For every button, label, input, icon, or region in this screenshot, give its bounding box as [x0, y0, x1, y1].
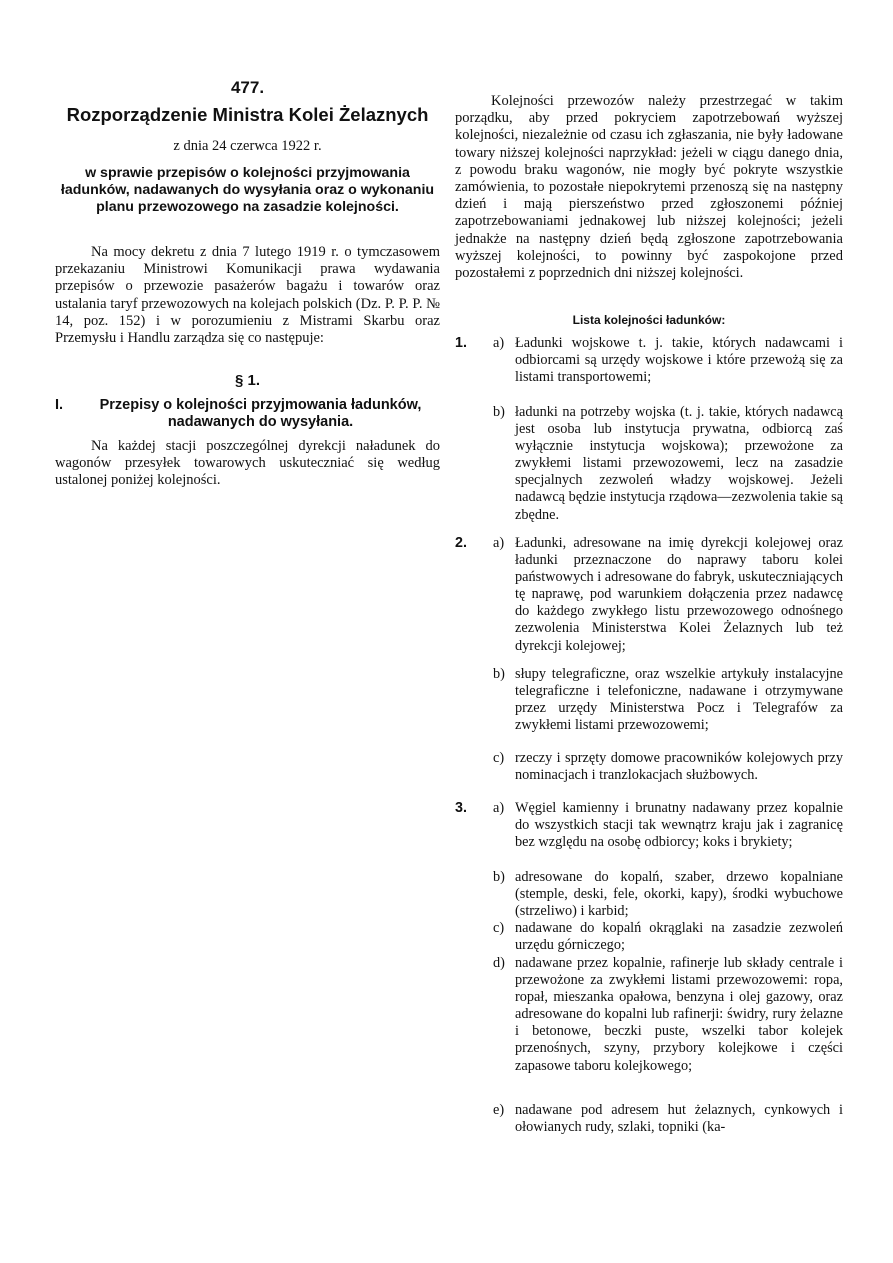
item-number: 3.: [455, 800, 467, 816]
item-letter: c): [493, 750, 505, 766]
item-text: adresowane do kopalń, szaber, drzewo kopalniane (stemple, deski, fele, okorki, kapy), środki wybuchowe (strzeliwo) i karbid;: [515, 869, 843, 920]
item-letter: a): [493, 535, 505, 551]
item-letter: d): [493, 955, 505, 971]
regulation-subject: w sprawie przepisów o kolejności przyjmowania ładunków, nadawanych do wysyłania oraz o wykonaniu planu przewozowego na zasadzie kolejności.: [60, 165, 435, 216]
list-item: [455, 750, 843, 784]
list-item: [455, 335, 843, 386]
item-number: 1.: [455, 335, 467, 351]
regulation-date: z dnia 24 czerwca 1922 r.: [173, 138, 322, 154]
section-number: § 1.: [234, 372, 261, 389]
regulation-title: Rozporządzenie Ministra Kolei Żelaznych: [66, 104, 429, 125]
item-text: Ładunki, adresowane na imię dyrekcji kolejowej oraz ładunki przeznaczone do naprawy taboru kolei państwowych i adresowane do fabryk, uskuteczniających tę naprawę, pod warunkiem dołączenia przez nadawcę do każdego zwykłego listu przewozowego odnośnego zezwolenia Ministerstwa Kolei Żelaznych lub też dyrekcji kolejowej;: [515, 535, 843, 654]
list-item: [455, 800, 843, 851]
order-paragraph: Kolejności przewozów należy przestrzegać w takim porządku, aby przed pokryciem zapotrzebowań wyższej kolejności, niezależnie od czasu ich zgłaszania, nie były ładowane towary niższej kolejności naprzykład: jeżeli w ciągu danego dnia, z powodu braku wagonów, nie mogły być pokryte wszystkie zamówienia, to pozostałe niepokrytemi przenoszą się na następny dzień i mają pierszeństwo przed zgłoszonemi później zapotrzebowaniami jednakowej lub niższej kolejności; jeżeli jednakże na następny dzień będą zgłoszone zapotrzebowania wyższej kolejności, to powinny być zaspokojone przed pozostałemi z poprzednich dni niższej kolejności.: [455, 93, 843, 282]
item-letter: a): [493, 800, 505, 816]
chapter-number: I.: [55, 397, 64, 413]
list-item: [455, 535, 843, 655]
item-text: nadawane pod adresem hut żelaznych, cynkowych i ołowianych rudy, szlaki, topniki (ka-: [515, 1102, 843, 1136]
item-text: nadawane przez kopalnie, rafinerje lub składy centrale i przewożone za zwykłemi listami przewozowemi: ropa, ropał, mieszanka opałowa, benzyna i olej gazowy, oraz adresowane do kopalni lub rafinerji: świdry, rury żelazne i betonowe, beczki puste, wszelki tabor kolejek przenośnych, szyny, przybory kolejkowe i części zapasowe taboru kolejkowego;: [515, 955, 843, 1074]
item-letter: b): [493, 404, 505, 420]
act-number: 477.: [230, 78, 265, 97]
list-item: [455, 920, 843, 954]
chapter-body: Na każdej stacji poszczególnej dyrekcji naładunek do wagonów przesyłek towarowych uskuteczniać się według ustalonej poniżej kolejności.: [55, 438, 440, 489]
item-letter: e): [493, 1102, 505, 1118]
item-number: 2.: [455, 535, 467, 551]
item-text: nadawane do kopalń okrąglaki na zasadzie zezwoleń urzędu górniczego;: [515, 920, 843, 954]
item-letter: a): [493, 335, 505, 351]
item-letter: c): [493, 920, 505, 936]
list-item: [455, 955, 843, 1075]
item-text: słupy telegraficzne, oraz wszelkie artykuły instalacyjne telegraficzne i telefoniczne, nadawane i otrzymywane przez urzędy Ministerstwa Pocz i Telegrafów za zwykłemi listami przewozowemi;: [515, 666, 843, 734]
item-letter: b): [493, 869, 505, 885]
item-text: Ładunki wojskowe t. j. takie, których nadawcami i odbiorcami są urzędy wojskowe i które przewożą się za listami transportowemi;: [515, 335, 843, 386]
item-text: ładunki na potrzeby wojska (t. j. takie, których nadawcą jest osoba lub instytucja prywatna, odbiorcą zaś wyłącznie instytucja wojskowa); przewożone za zwykłemi listami przewozowemi, lecz na zasadzie specjalnych zezwoleń władzy wojskowej. Jeżeli nadawcą będzie instytucja rządowa—zezwolenia takie są zbędne.: [515, 404, 843, 523]
list-item: [455, 1102, 843, 1136]
list-item: [455, 404, 843, 524]
list-item: [455, 666, 843, 734]
list-title: Lista kolejności ładunków:: [572, 313, 726, 327]
chapter-heading: [55, 397, 440, 431]
chapter-title: Przepisy o kolejności przyjmowania ładunków, nadawanych do wysyłania.: [99, 397, 422, 431]
item-text: rzeczy i sprzęty domowe pracowników kolejowych przy nominacjach i tranzlokacjach służbowych.: [515, 750, 843, 784]
intro-paragraph: Na mocy dekretu z dnia 7 lutego 1919 r. o tymczasowem przekazaniu Ministrowi Komunikacji prawa wydawania przepisów o przewozie pasażerów bagażu i towarów oraz ustalania taryf przewozowych na kolejach polskich (Dz. P. P. P. № 14, poz. 152) i w porozumieniu z Mistrami Skarbu oraz Przemysłu i Handlu zarządza się co następuje:: [55, 244, 440, 347]
item-letter: b): [493, 666, 505, 682]
list-item: [455, 869, 843, 920]
item-text: Węgiel kamienny i brunatny nadawany przez kopalnie do wszystkich stacji tak wewnątrz kraju jak i zagranicę bez względu na osobę odbiorcy; koks i brykiety;: [515, 800, 843, 851]
